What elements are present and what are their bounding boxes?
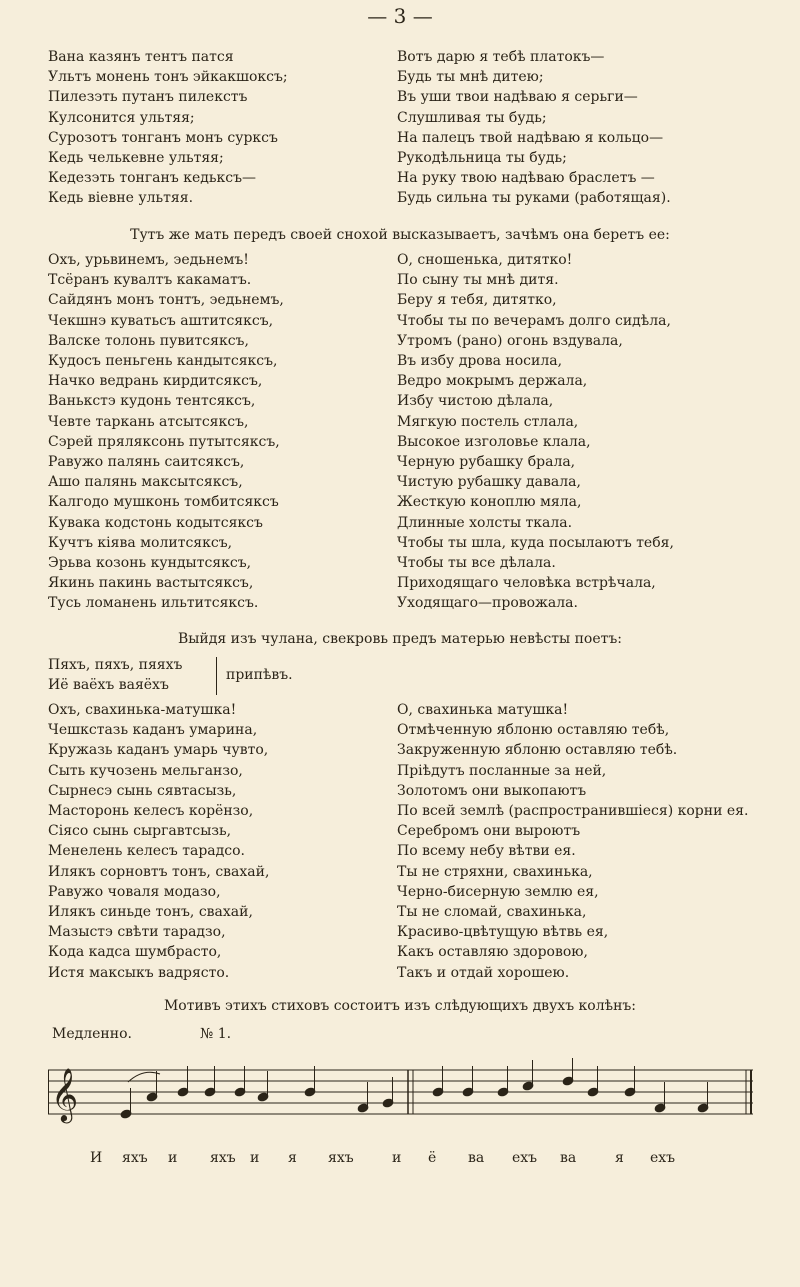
verse-line: Кедезэть тонганъ кедьксъ— xyxy=(48,170,256,187)
section1-mordvin-text xyxy=(48,47,288,209)
verse-line: Серебромъ они выроютъ xyxy=(397,823,581,840)
verse-line: Мягкую постель стлала, xyxy=(397,413,579,430)
verse-line: На руку твою надѣваю браслетъ — xyxy=(397,170,655,187)
lyric-syllable: я xyxy=(615,1150,624,1166)
verse-line: Кедь челькевне ультяя; xyxy=(48,150,224,167)
verse-line: Отмѣченную яблоню оставляю тебѣ, xyxy=(397,722,670,739)
verse-line: Вотъ дарю я тебѣ платокъ— xyxy=(397,49,605,65)
verse-line: На палецъ твой надѣваю я кольцо— xyxy=(397,129,664,146)
verse-line: Чекшнэ куватьсъ аштитсяксъ, xyxy=(48,312,274,329)
verse-line: Сырнесэ сынь сявтасызь, xyxy=(48,782,237,799)
verse-line: Красиво-цвѣтущую вѣтвь ея, xyxy=(397,924,609,941)
verse-line: О, свахинька матушка! xyxy=(397,702,569,718)
lyric-syllable: И xyxy=(90,1150,103,1166)
section3-russian-text xyxy=(397,700,748,983)
verse-line: Чтобы ты шла, куда посылаютъ тебя, xyxy=(397,534,674,551)
section3-mordvin-text xyxy=(48,700,269,983)
verse-line: О, сношенька, дитятко! xyxy=(397,252,573,268)
treble-clef-icon: 𝄞 xyxy=(51,1067,79,1121)
verse-line: Валске толонь пувитсяксъ, xyxy=(48,332,249,349)
staff-lines xyxy=(48,1070,753,1114)
lyric-syllable: яхъ xyxy=(122,1150,148,1166)
verse-line: Чевте таркань атсытсяксъ, xyxy=(48,413,249,430)
lyric-syllable: я xyxy=(288,1150,297,1166)
verse-line: Тусь ломанень ильтитсяксъ. xyxy=(48,595,259,612)
verse-line: Сіясо сынь сыргавтсызь, xyxy=(48,823,232,840)
verse-line: Илякъ синьде тонъ, свахай, xyxy=(48,904,253,921)
verse-line: Кружазь каданъ умарь чувто, xyxy=(48,742,269,759)
verse-line: Кода кадса шумбрасто, xyxy=(48,944,222,961)
verse-line: Тсёранъ кувалтъ какаматъ. xyxy=(48,272,252,289)
verse-line: Утромъ (рано) огонь вздувала, xyxy=(397,332,623,349)
verse-line: Чистую рубашку давала, xyxy=(397,474,581,491)
verse-line: Менелень келесъ тарадсо. xyxy=(48,843,245,860)
section2-mordvin-text xyxy=(48,250,284,614)
heading-motif: Мотивъ этихъ стиховъ состоитъ изъ слѣдующихъ двухъ колѣнъ: xyxy=(163,998,637,1014)
lyric-syllable: ва xyxy=(468,1150,485,1166)
verse-line: Ультъ монень тонъ эйкакшоксъ; xyxy=(48,69,288,86)
verse-line: Длинные холсты ткала. xyxy=(397,514,573,531)
verse-line: Будь сильна ты руками (работящая). xyxy=(397,190,671,207)
verse-line: Беру я тебя, дитятко, xyxy=(397,292,557,309)
notes xyxy=(120,1058,709,1119)
verse-line: Будь ты мнѣ дитею; xyxy=(397,69,544,86)
music-staff xyxy=(48,1058,753,1128)
verse-line: Избу чистою дѣлала, xyxy=(397,393,554,410)
verse-line: Пріѣдутъ посланные за ней, xyxy=(397,762,607,779)
verse-line: Мазыстэ свѣти тарадзо, xyxy=(48,924,226,941)
section1-russian-text xyxy=(397,47,671,209)
lyric-syllable: и xyxy=(250,1150,260,1166)
verse-line: Кучтъ кіява молитсяксъ, xyxy=(48,534,233,551)
verse-line: Равужо човаля модазо, xyxy=(48,883,221,900)
lyric-syllable: яхъ xyxy=(210,1150,236,1166)
verse-line: Ашо палянь максытсяксъ, xyxy=(48,474,243,491)
lyric-syllable: и xyxy=(392,1150,402,1166)
verse-line: Кедь віевне ультяя. xyxy=(48,190,194,207)
verse-line: Такъ и отдай хорошею. xyxy=(397,964,570,981)
verse-line: Истя максыкъ вадрясто. xyxy=(48,964,230,981)
verse-line: Кулсонится ультяя; xyxy=(48,109,195,126)
page-number: — 3 — xyxy=(367,4,433,28)
verse-line: Сэрей пряляксонь путытсяксъ, xyxy=(48,433,280,450)
verse-line: Масторонь келесъ корёнзо, xyxy=(48,803,254,820)
lyric-syllable: ё xyxy=(428,1150,437,1166)
verse-line: Кудосъ пеньгень кандытсяксъ, xyxy=(48,353,278,370)
verse-line: Вана казянъ тентъ патся xyxy=(48,49,234,65)
piece-number: № 1. xyxy=(200,1026,232,1042)
verse-line: Чешкстазь каданъ умарина, xyxy=(48,722,258,739)
lyric-syllable: ехъ xyxy=(650,1150,676,1166)
refrain-block xyxy=(48,655,182,695)
refrain-line: Пяхъ, пяхъ, пяяхъ xyxy=(48,657,183,673)
verse-line: Уходящаго—провожала. xyxy=(397,595,578,612)
verse-line: Слушливая ты будь; xyxy=(397,109,547,126)
verse-line: Высокое изголовье клала, xyxy=(397,433,591,450)
verse-line: Якинь пакинь вастытсяксъ, xyxy=(48,575,254,592)
lyric-syllable: и xyxy=(168,1150,178,1166)
verse-line: Ведро мокрымъ держала, xyxy=(397,373,588,390)
refrain-label: припѣвъ. xyxy=(226,667,293,683)
verse-line: Черную рубашку брала, xyxy=(397,454,576,471)
verse-line: Жесткую коноплю мяла, xyxy=(397,494,582,511)
heading-mother-speech: Тутъ же мать передъ своей снохой высказываетъ, зачѣмъ она беретъ ее: xyxy=(130,227,670,243)
verse-line: Пилезэть путанъ пилекстъ xyxy=(48,89,248,106)
verse-line: По сыну ты мнѣ дитя. xyxy=(397,272,559,289)
verse-line: Илякъ сорновтъ тонъ, свахай, xyxy=(48,863,270,880)
verse-line: Рукодѣльница ты будь; xyxy=(397,150,567,167)
verse-line: Охъ, свахинька-матушка! xyxy=(48,702,237,718)
verse-line: Эрьва козонь кундытсяксъ, xyxy=(48,555,252,572)
verse-line: Закруженную яблоню оставляю тебѣ. xyxy=(397,742,678,759)
verse-line: По всей землѣ (распространившіеся) корни ея. xyxy=(397,803,749,820)
verse-line: Ты не стряхни, свахинька, xyxy=(397,863,593,880)
verse-line: Сыть кучозень мельганзо, xyxy=(48,762,243,779)
verse-line: Въ избу дрова носила, xyxy=(397,353,563,370)
refrain-line: Иё ваёхъ ваяёхъ xyxy=(48,677,169,694)
refrain-brace xyxy=(210,657,217,695)
verse-line: Начко ведрань кирдитсяксъ, xyxy=(48,373,263,390)
verse-line: По всему небу вѣтви ея. xyxy=(397,843,576,860)
heading-mother-in-law-song: Выйдя изъ чулана, свекровь предъ матерью невѣсты поетъ: xyxy=(178,631,622,647)
verse-line: Въ уши твои надѣваю я серьги— xyxy=(397,89,638,106)
verse-line: Золотомъ они выкопаютъ xyxy=(397,782,587,799)
verse-line: Калгодо мушконь томбитсяксъ xyxy=(48,494,279,511)
verse-line: Сайдянъ монъ тонтъ, эедьнемъ, xyxy=(48,292,284,309)
tempo-marking: Медленно. xyxy=(52,1026,132,1042)
verse-line: Охъ, урьвинемъ, эедьнемъ! xyxy=(48,252,249,268)
verse-line: Равужо палянь саитсяксъ, xyxy=(48,454,245,471)
lyrics-line xyxy=(0,1150,800,1172)
verse-line: Сурозотъ тонганъ монъ сурксъ xyxy=(48,129,278,146)
section2-russian-text xyxy=(397,250,674,614)
lyric-syllable: яхъ xyxy=(328,1150,354,1166)
verse-line: Чтобы ты все дѣлала. xyxy=(397,555,556,572)
lyric-syllable: ехъ xyxy=(512,1150,538,1166)
verse-line: Приходящаго человѣка встрѣчала, xyxy=(397,575,656,592)
verse-line: Черно-бисерную землю ея, xyxy=(397,883,599,900)
verse-line: Чтобы ты по вечерамъ долго сидѣла, xyxy=(397,312,671,329)
verse-line: Ты не сломай, свахинька, xyxy=(397,904,587,921)
verse-line: Кувака кодстонь кодытсяксъ xyxy=(48,514,263,531)
lyric-syllable: ва xyxy=(560,1150,577,1166)
verse-line: Какъ оставляю здоровою, xyxy=(397,944,588,961)
verse-line: Ванькстэ кудонь тентсяксъ, xyxy=(48,393,256,410)
